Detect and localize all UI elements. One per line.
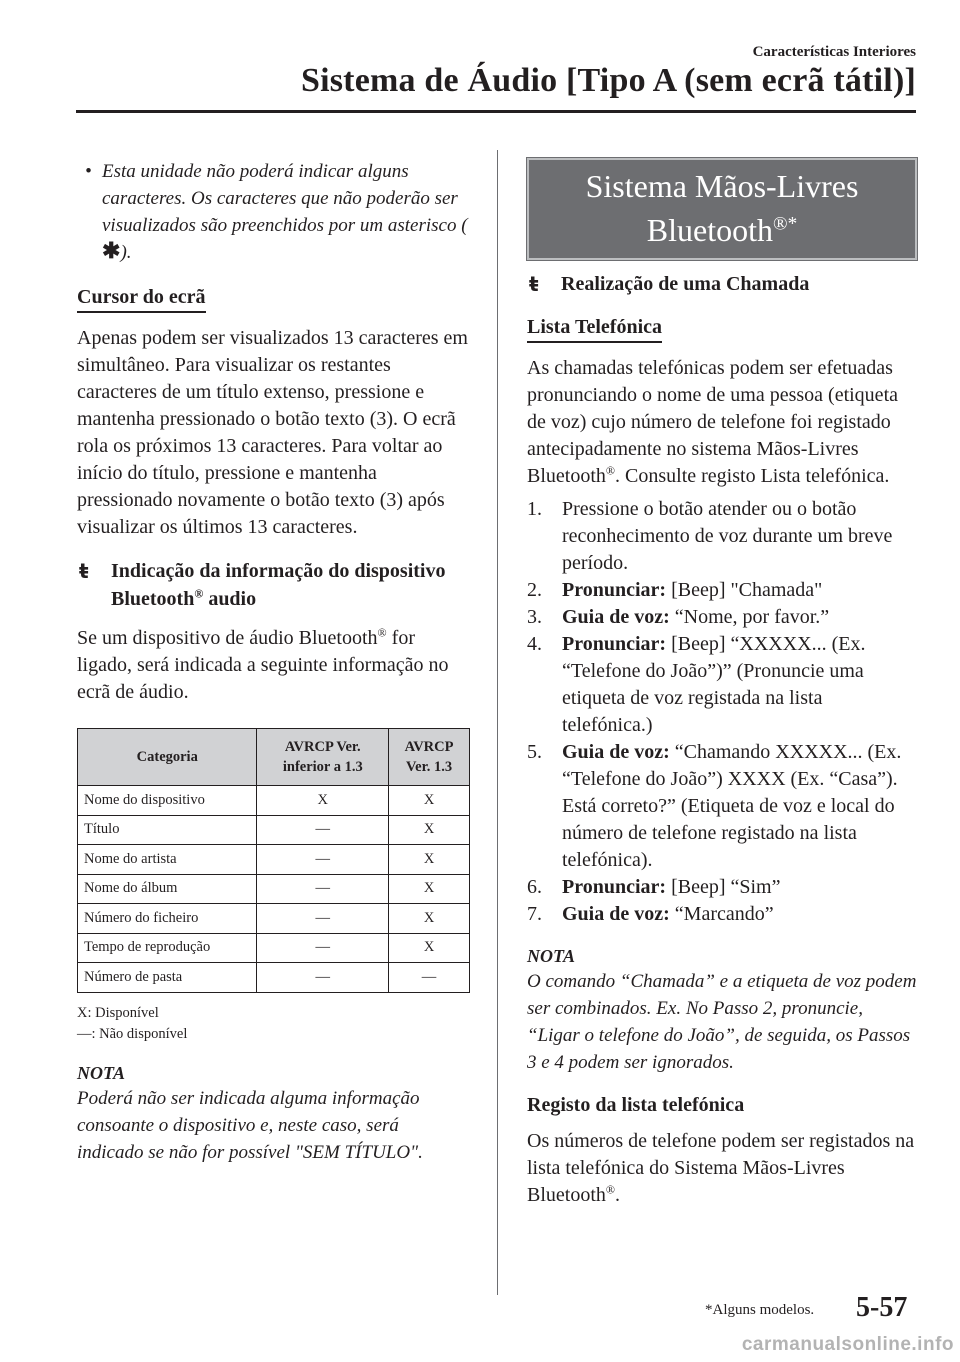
page-number: 5-57	[856, 1292, 908, 1323]
table-cell: X	[389, 904, 470, 934]
list-item: 6. Pronunciar: [Beep] “Sim”	[527, 876, 781, 898]
list-item: 7. Guia de voz: “Marcando”	[527, 903, 774, 925]
table-cell: Número de pasta	[78, 963, 257, 993]
note-text: O comando “Chamada” e a etiqueta de voz podem ser combinados. Ex. No Passo 2, pronuncie, “Ligar o telefone do João”, de seguida, os Passos 3 e 4 podem ser ignorados.	[527, 971, 917, 1073]
table-header-cell: AVRCP Ver. inferior a 1.3	[257, 729, 389, 786]
list-item: 1. Pressione o botão atender ou o botão reconhecimento de voz durante um breve período.	[527, 498, 893, 574]
table-cell: —	[257, 933, 389, 963]
section-label: Características Interiores	[752, 44, 916, 60]
table-header-cell: Categoria	[78, 729, 257, 786]
table-row	[78, 874, 470, 904]
section-marker-icon: ŧ	[79, 559, 89, 583]
table-row	[78, 815, 470, 845]
table-cell: Título	[78, 815, 257, 845]
table-row	[78, 933, 470, 963]
table-cell: X	[257, 786, 389, 816]
title-rule	[76, 110, 916, 113]
list-item: 3. Guia de voz: “Nome, por favor.”	[527, 606, 830, 628]
register-heading: Registo da lista telefónica	[527, 1094, 745, 1116]
table-cell: —	[257, 963, 389, 993]
table-cell: —	[257, 874, 389, 904]
table-cell: X	[389, 845, 470, 875]
note-label: NOTA	[527, 946, 576, 966]
info-heading: ŧ Indicação da informação do dispositivo Bluetooth® audio	[79, 559, 446, 610]
note-label: NOTA	[77, 1062, 126, 1083]
table-row	[78, 904, 470, 934]
table-cell: —	[257, 815, 389, 845]
table-header-cell: AVRCP Ver. 1.3	[389, 729, 470, 786]
bullet-dot-icon: •	[85, 161, 92, 182]
table-cell: X	[389, 815, 470, 845]
section-marker-icon: ŧ	[529, 272, 539, 296]
table-cell: —	[257, 845, 389, 875]
table-cell: Nome do artista	[78, 845, 257, 875]
info-paragraph: Se um dispositivo de áudio Bluetooth® for ligado, será indicada a seguinte informação no ecrã de áudio.	[77, 625, 449, 703]
page-title: Sistema de Áudio [Tipo A (sem ecrã tátil)]	[300, 62, 916, 99]
table-cell: X	[389, 786, 470, 816]
table-legend: X: Disponível —: Não disponível	[77, 1004, 188, 1042]
table-cell: Tempo de reprodução	[78, 933, 257, 963]
watermark: carmanualsonline.info	[741, 1334, 954, 1355]
table-row	[78, 786, 470, 816]
footnote: *Alguns modelos.	[705, 1302, 815, 1318]
call-heading: ŧ Realização de uma Chamada	[529, 272, 810, 296]
table-cell: Nome do dispositivo	[78, 786, 257, 816]
table-row	[78, 845, 470, 875]
table-cell: —	[257, 904, 389, 934]
table-cell: Número do ficheiro	[78, 904, 257, 934]
asterisk-icon: ✱	[102, 238, 121, 263]
table-cell: Nome do álbum	[78, 874, 257, 904]
phonebook-paragraph: As chamadas telefónicas podem ser efetuadas pronunciando o nome de uma pessoa (etiqueta de voz) cujo número de telefone foi registado antecipadamente no sistema Mãos-Livres Bluetooth®. Consulte registo Lista telefónica.	[527, 357, 898, 487]
cursor-heading: Cursor do ecrã	[77, 284, 206, 313]
list-item: 5. Guia de voz: “Chamando XXXXX... (Ex. “Telefone do João”) XXXX (Ex. “Casa”). Está correto?” (Etiqueta de voz e local do número de telefone registado na lista telefónica).	[527, 741, 902, 871]
column-divider	[497, 150, 498, 1295]
list-item: 2. Pronunciar: [Beep] "Chamada"	[527, 579, 823, 601]
chapter-banner: Sistema Mãos-Livres Bluetooth®*	[527, 158, 917, 260]
table-header-row	[78, 729, 470, 786]
steps-list	[527, 496, 917, 928]
note-text: Poderá não ser indicada alguma informação consoante o dispositivo e, neste caso, será indicado se não for possível "SEM TÍTULO".	[77, 1087, 423, 1163]
phonebook-heading: Lista Telefónica	[527, 314, 662, 343]
table-cell: X	[389, 933, 470, 963]
cursor-paragraph: Apenas podem ser visualizados 13 caracteres em simultâneo. Para visualizar os restantes caracteres de um título extenso, pressione e mantenha pressionado o botão texto (3). O ecrã rola os próximos 13 caracteres. Para voltar ao início do título, pressione e mantenha pressionado novamente o botão texto (3) após visualizar os últimos 13 caracteres.	[77, 327, 468, 538]
left-column	[77, 158, 470, 1166]
table-cell: —	[389, 963, 470, 993]
bullet-note: • Esta unidade não poderá indicar alguns caracteres. Os caracteres que não poderão ser visualizados são preenchidos por um asterisco (✱).	[77, 158, 470, 266]
right-column	[527, 158, 917, 1209]
register-paragraph: Os números de telefone podem ser registados na lista telefónica do Sistema Mãos-Livres Bluetooth®.	[527, 1130, 915, 1206]
table-cell: X	[389, 874, 470, 904]
list-item: 4. Pronunciar: [Beep] “XXXXX... (Ex. “Telefone do João”)” (Pronuncie uma etiqueta de voz registada na lista telefónica.)	[527, 633, 866, 736]
table-row	[78, 963, 470, 993]
info-table	[77, 728, 470, 993]
